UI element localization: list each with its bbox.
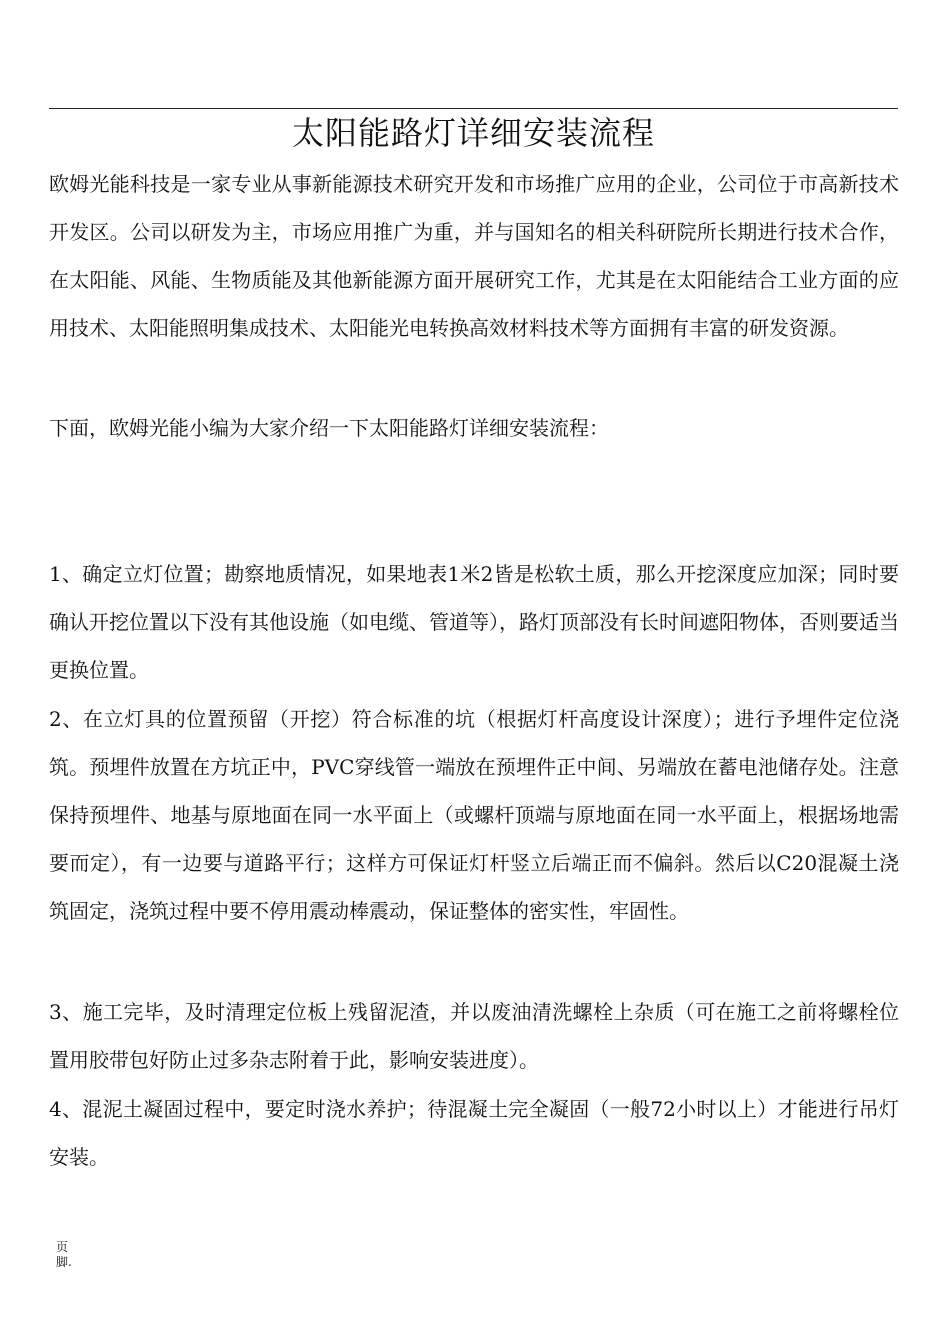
document-title: 太阳能路灯详细安装流程	[291, 114, 655, 152]
step-4: 4、混泥土凝固过程中，要定时浇水养护；待混凝土完全凝固（一般72小时以上）才能进行吊灯安装。	[49, 1097, 899, 1169]
footer-line-2: 脚.	[56, 1255, 72, 1269]
header-rule	[49, 108, 898, 109]
step-2: 2、在立灯具的位置预留（开挖）符合标准的坑（根据灯杆高度设计深度）；进行予埋件定位浇筑。预埋件放置在方坑正中，PVC穿线管一端放在预埋件正中间、另端放在蓄电池储存处。注意保持预埋件、地基与原地面在同一水平面上（或螺杆顶端与原地面在同一水平面上，根据场地需要而定），有一边要与道路平行；这样方可保证灯杆竖立后端正而不偏斜。然后以C20混凝土浇筑固定，浇筑过程中要不停用震动棒震动，保证整体的密实性，牢固性。	[49, 707, 899, 923]
step-3: 3、施工完毕，及时清理定位板上残留泥渣，并以废油清洗螺栓上杂质（可在施工之前将螺栓位置用胶带包好防止过多杂志附着于此，影响安装进度）。	[49, 1000, 899, 1072]
footer-line-1: 页	[56, 1240, 69, 1254]
step-1: 1、确定立灯位置；勘察地质情况，如果地表1米2皆是松软土质，那么开挖深度应加深；同时要确认开挖位置以下没有其他设施（如电缆、管道等），路灯顶部没有长时间遮阳物体，否则要适当更换位置。	[49, 562, 899, 682]
intro-paragraph: 欧姆光能科技是一家专业从事新能源技术研究开发和市场推广应用的企业，公司位于市高新技术开发区。公司以研发为主，市场应用推广为重，并与国知名的相关科研院所长期进行技术合作，在太阳能、风能、生物质能及其他新能源方面开展研究工作，尤其是在太阳能结合工业方面的应用技术、太阳能照明集成技术、太阳能光电转换高效材料技术等方面拥有丰富的研发资源。	[49, 172, 899, 340]
page-footer	[56, 1240, 76, 1270]
intro-transition: 下面，欧姆光能小编为大家介绍一下太阳能路灯详细安装流程：	[49, 416, 609, 440]
